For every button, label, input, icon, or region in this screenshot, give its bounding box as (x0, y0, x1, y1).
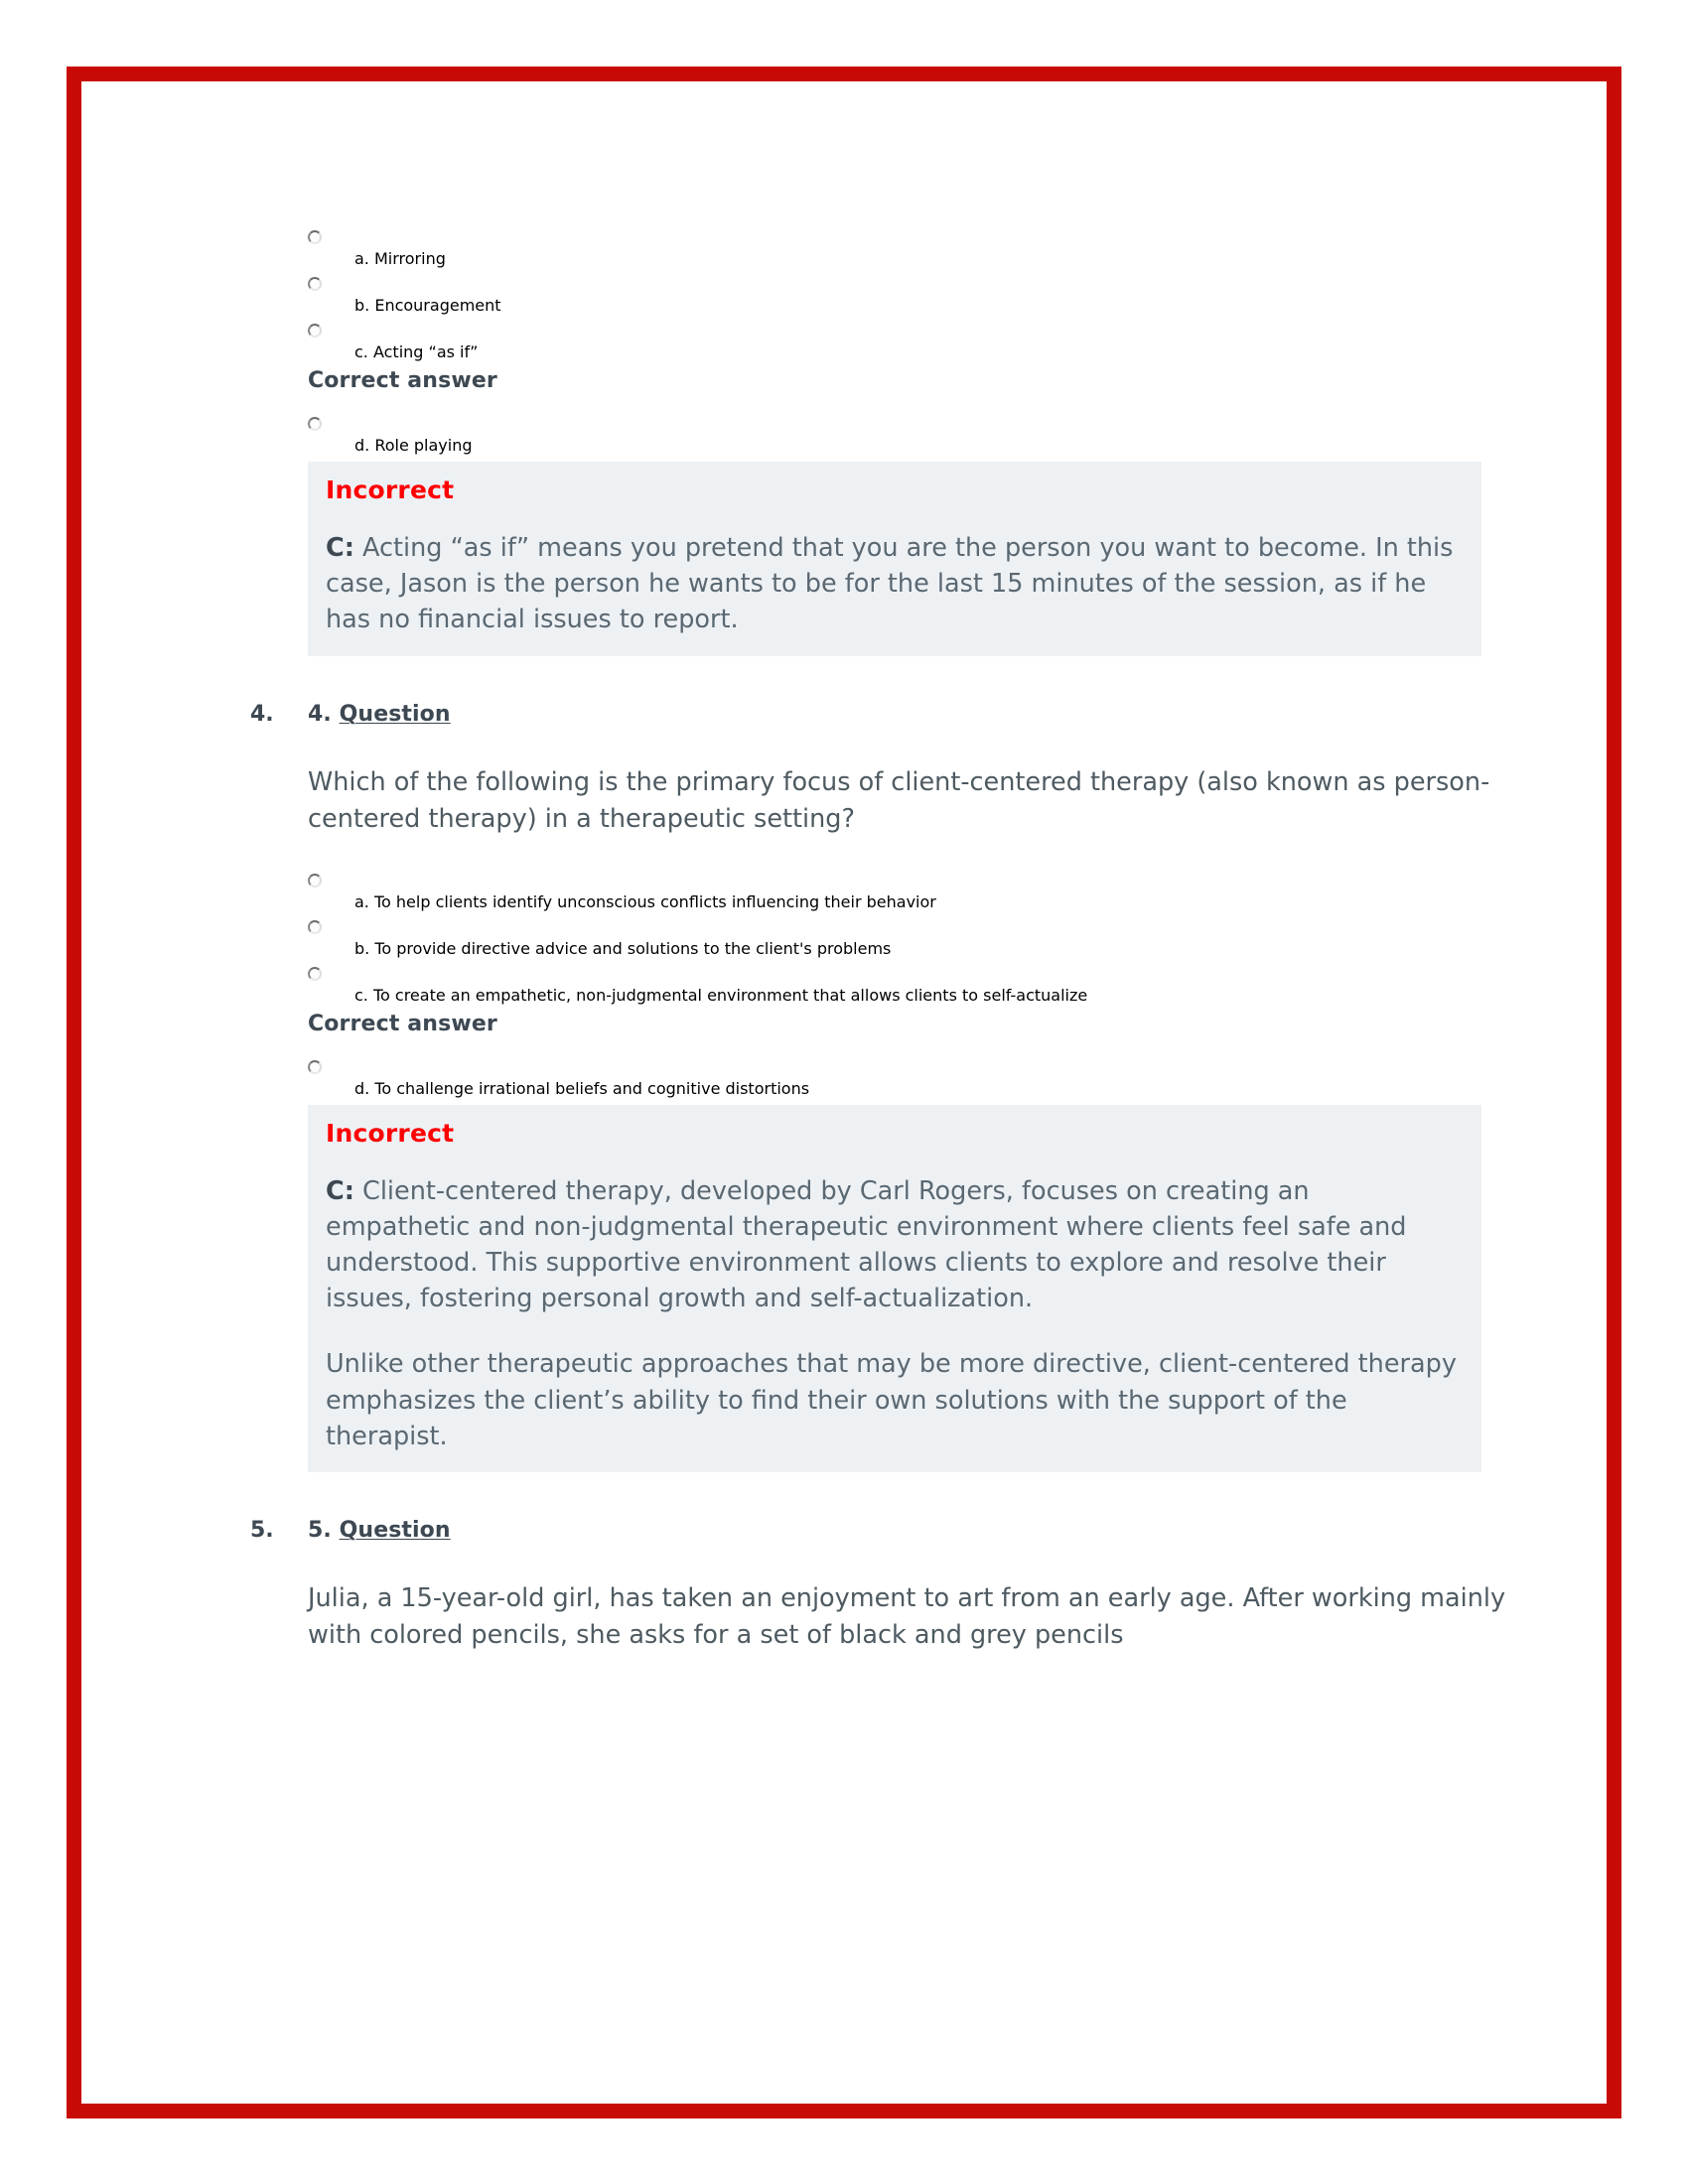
feedback-explanation-text: Client-centered therapy, developed by Carl Rogers, focuses on creating an empathetic and non-judgmental therapeutic environment where clients feel safe and understood. This supportive environment allows clients to explore and resolve their issues, fostering personal growth and self-actualization. (326, 1175, 1407, 1314)
feedback-explanation (326, 1173, 1460, 1317)
question-heading (308, 702, 1549, 727)
option-row-b[interactable] (308, 277, 1549, 315)
feedback-explanation-secondary: Unlike other therapeutic approaches that may be more directive, client-centered therapy emphasizes the client’s ability to find their own solutions with the support of the therapist. (326, 1349, 1457, 1451)
question-list-marker: 4. (250, 701, 274, 727)
option-row-a[interactable] (308, 230, 1549, 268)
feedback-status-label: Incorrect (326, 476, 455, 504)
feedback-status-label: Incorrect (326, 1118, 455, 1148)
question-prompt-text: Julia, a 15-year-old girl, has taken an enjoyment to art from an early age. After working mainly with colored pencils, she asks for a set of black and grey pencils (308, 1582, 1506, 1650)
radio-button-icon[interactable] (308, 874, 322, 887)
question-prompt-text: Which of the following is the primary focus of client-centered therapy (also known as person-centered therapy) in a therapeutic setting? (308, 766, 1490, 834)
question-4-block (250, 701, 1549, 1472)
quiz-content (250, 230, 1549, 1654)
correct-answer-tag: Correct answer (308, 368, 497, 393)
feedback-panel-incorrect (308, 1105, 1481, 1472)
option-label: b. Encouragement (354, 296, 501, 315)
option-label: a. To help clients identify unconscious conflicts influencing their behavior (354, 891, 936, 911)
option-label: d. To challenge irrational beliefs and cognitive distortions (354, 1078, 810, 1098)
question-heading-word: Question (339, 701, 451, 727)
feedback-explanation-text: Acting “as if” means you pretend that you are the person you want to become. In this case, Jason is the person he wants to be for the last 15 minutes of the session, as if he has no financial issues to report. (326, 533, 1454, 635)
option-row-c[interactable] (308, 967, 1549, 1005)
correct-answer-tag: Correct answer (308, 1011, 497, 1036)
feedback-lead-letter: C: (326, 533, 354, 563)
radio-button-icon[interactable] (308, 277, 322, 291)
option-label: b. To provide directive advice and solutions to the client's problems (354, 938, 892, 958)
page-red-border-frame (67, 67, 1621, 2118)
question-3-options (308, 230, 1549, 656)
option-label: a. Mirroring (354, 249, 446, 268)
option-label: d. Role playing (354, 436, 473, 455)
question-heading (308, 1518, 1549, 1543)
question-heading-number: 5. (308, 1517, 340, 1543)
radio-button-icon[interactable] (308, 967, 322, 981)
option-row-b[interactable] (308, 920, 1549, 958)
question-4-options (308, 874, 1549, 1472)
question-heading-number: 4. (308, 701, 340, 727)
option-row-a[interactable] (308, 874, 1549, 911)
radio-button-icon[interactable] (308, 230, 322, 244)
question-5-block (250, 1517, 1549, 1654)
option-label: c. To create an empathetic, non-judgmental environment that allows clients to self-actualize (354, 985, 1088, 1005)
feedback-lead-letter: C: (326, 1175, 354, 1206)
radio-button-icon[interactable] (308, 920, 322, 934)
question-list-marker: 5. (250, 1517, 274, 1543)
question-heading-word: Question (339, 1517, 451, 1543)
feedback-explanation (326, 530, 1460, 638)
option-row-d[interactable] (308, 417, 1549, 455)
radio-button-icon[interactable] (308, 324, 322, 338)
option-label: c. Acting “as if” (354, 342, 479, 361)
radio-button-icon[interactable] (308, 1060, 322, 1074)
radio-button-icon[interactable] (308, 417, 322, 431)
feedback-panel-incorrect (308, 462, 1481, 656)
option-row-d[interactable] (308, 1060, 1549, 1098)
option-row-c[interactable] (308, 324, 1549, 361)
